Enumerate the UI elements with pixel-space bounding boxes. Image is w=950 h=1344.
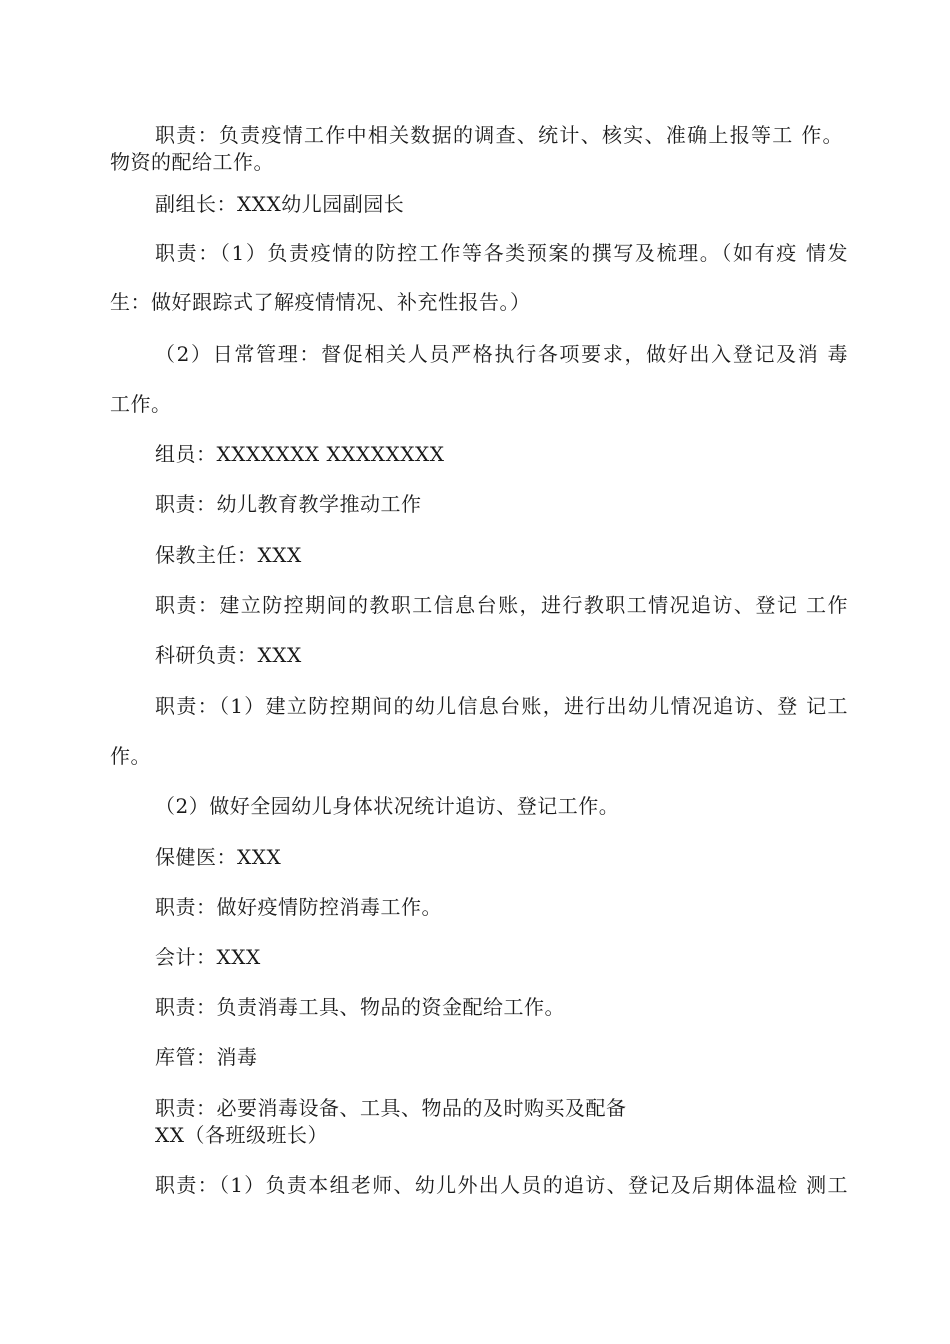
research-duty-line-1: 职责：（1）建立防控期间的幼儿信息台账，进行出幼儿情况追访、登 记工 bbox=[155, 694, 848, 718]
deputy-duty-line-1-cont: 生：做好跟踪式了解疫情情况、补充性报告。） bbox=[110, 290, 531, 314]
research-duty-line-1-cont: 作。 bbox=[110, 744, 151, 768]
teaching-director-line: 保教主任：XXX bbox=[155, 543, 302, 567]
deputy-leader-line: 副组长：XXX幼儿园副园长 bbox=[155, 192, 405, 216]
class-leaders-line: XX（各班级班长） bbox=[155, 1123, 328, 1147]
school-doctor-line: 保健医：XXX bbox=[155, 845, 282, 869]
research-duty-line-2: （2）做好全园幼儿身体状况统计追访、登记工作。 bbox=[155, 794, 620, 818]
members-line: 组员：XXXXXXX XXXXXXXX bbox=[155, 442, 445, 466]
class-leaders-duty-line: 职责：（1）负责本组老师、幼儿外出人员的追访、登记及后期体温检 测工 bbox=[155, 1173, 848, 1197]
teaching-director-duty-line: 职责：建立防控期间的教职工信息台账，进行教职工情况追访、登记 工作 bbox=[155, 593, 848, 617]
deputy-duty-line-2-cont: 工作。 bbox=[110, 392, 172, 416]
duty-line-data-stats: 职责：负责疫情工作中相关数据的调查、统计、核实、准确上报等工 作。 bbox=[155, 123, 843, 147]
storekeeper-line: 库管：消毒 bbox=[155, 1045, 258, 1069]
duty-line-supplies: 物资的配给工作。 bbox=[110, 150, 274, 174]
research-head-line: 科研负责：XXX bbox=[155, 643, 302, 667]
members-duty-line: 职责：幼儿教育教学推动工作 bbox=[155, 492, 422, 516]
accountant-line: 会计：XXX bbox=[155, 945, 261, 969]
deputy-duty-line-1: 职责：（1）负责疫情的防控工作等各类预案的撰写及梳理。（如有疫 情发 bbox=[155, 241, 848, 265]
storekeeper-duty-line: 职责：必要消毒设备、工具、物品的及时购买及配备 bbox=[155, 1096, 627, 1120]
deputy-duty-line-2: （2）日常管理：督促相关人员严格执行各项要求，做好出入登记及消 毒 bbox=[155, 342, 848, 366]
accountant-duty-line: 职责：负责消毒工具、物品的资金配给工作。 bbox=[155, 995, 565, 1019]
school-doctor-duty-line: 职责：做好疫情防控消毒工作。 bbox=[155, 895, 442, 919]
